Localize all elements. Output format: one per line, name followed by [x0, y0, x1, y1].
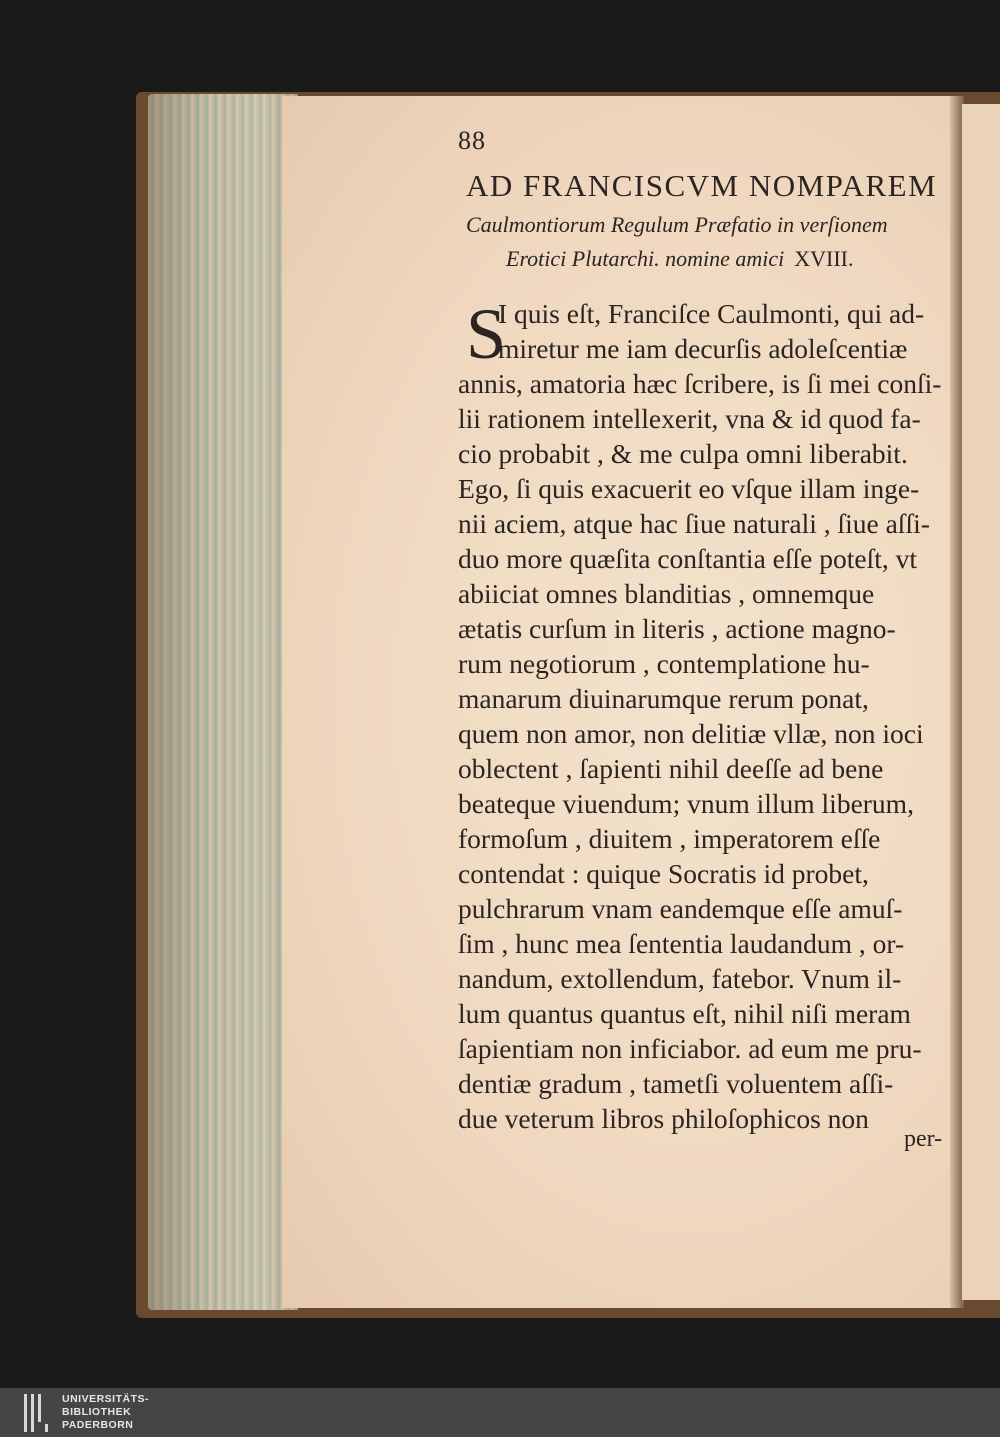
subtitle-line-1: Caulmontiorum Regulum Præfatio in verſionem: [466, 212, 888, 237]
body-line: I quis eſt, Franciſce Caulmonti, qui ad-: [498, 298, 925, 329]
library-logo-icon: [24, 1394, 52, 1432]
body-line: nandum, extollendum, fatebor. Vnum il-: [458, 963, 902, 994]
page-number: 88: [458, 126, 486, 155]
body-line: ætatis curſum in literis , actione magno-: [458, 613, 896, 644]
subtitle-line-2-text: Erotici Plutarchi. nomine amici: [506, 246, 785, 271]
body-line: formoſum , diuitem , imperatorem eſſe: [458, 823, 881, 854]
body-line: pulchrarum vnam eandemque eſſe amuſ-: [458, 893, 903, 924]
body-line: due veterum libros philoſophicos non: [458, 1103, 869, 1134]
logo-line-1: UNIVERSITÄTS-: [62, 1393, 150, 1405]
body-line: quem non amor, non delitiæ vllæ, non ioci: [458, 718, 924, 749]
library-logo-text: [62, 1393, 149, 1432]
catchword: per-: [904, 1126, 943, 1152]
body-line: manarum diuinarumque rerum ponat,: [458, 683, 869, 714]
drop-cap: S: [466, 294, 507, 374]
body-line: oblectent , ſapienti nihil deeſſe ad bene: [458, 753, 884, 784]
section-number: XVIII.: [794, 246, 854, 271]
body-line: annis, amatoria hæc ſcribere, is ſi mei conſi-: [458, 368, 942, 399]
body-line: Ego, ſi quis exacuerit eo vſque illam inge-: [458, 473, 920, 504]
body-text: [458, 296, 958, 1136]
body-line: lii rationem intellexerit, vna & id quod fa-: [458, 403, 921, 434]
subtitle-line-2: [506, 246, 853, 272]
body-line: nii aciem, atque hac ſiue naturali , ſiue aſſi-: [458, 508, 930, 539]
body-line: abiiciat omnes blanditias , omnemque: [458, 578, 875, 609]
logo-line-3: PADERBORN: [62, 1419, 134, 1431]
body-line: miretur me iam decurſis adoleſcentiæ: [498, 333, 908, 364]
body-line: ſapientiam non inficiabor. ad eum me pru-: [458, 1033, 922, 1064]
body-line: cio probabit , & me culpa omni liberabit.: [458, 438, 908, 469]
body-line: contendat : quique Socratis id probet,: [458, 858, 869, 889]
page-heading: AD FRANCISCVM NOMPAREM: [466, 168, 938, 203]
body-line: duo more quæſita conſtantia eſſe poteſt, vt: [458, 543, 917, 574]
logo-line-2: BIBLIOTHEK: [62, 1406, 132, 1418]
library-footer: [0, 1388, 1000, 1437]
body-line: ſim , hunc mea ſententia laudandum , or-: [458, 928, 905, 959]
body-line: lum quantus quantus eſt, nihil niſi meram: [458, 998, 911, 1029]
body-line: rum negotiorum , contemplatione hu-: [458, 648, 870, 679]
body-line: dentiæ gradum , tametſi voluentem aſſi-: [458, 1068, 894, 1099]
facing-page-edge: [962, 104, 1000, 1300]
body-line: beateque viuendum; vnum illum liberum,: [458, 788, 914, 819]
page-edges: [148, 94, 298, 1310]
